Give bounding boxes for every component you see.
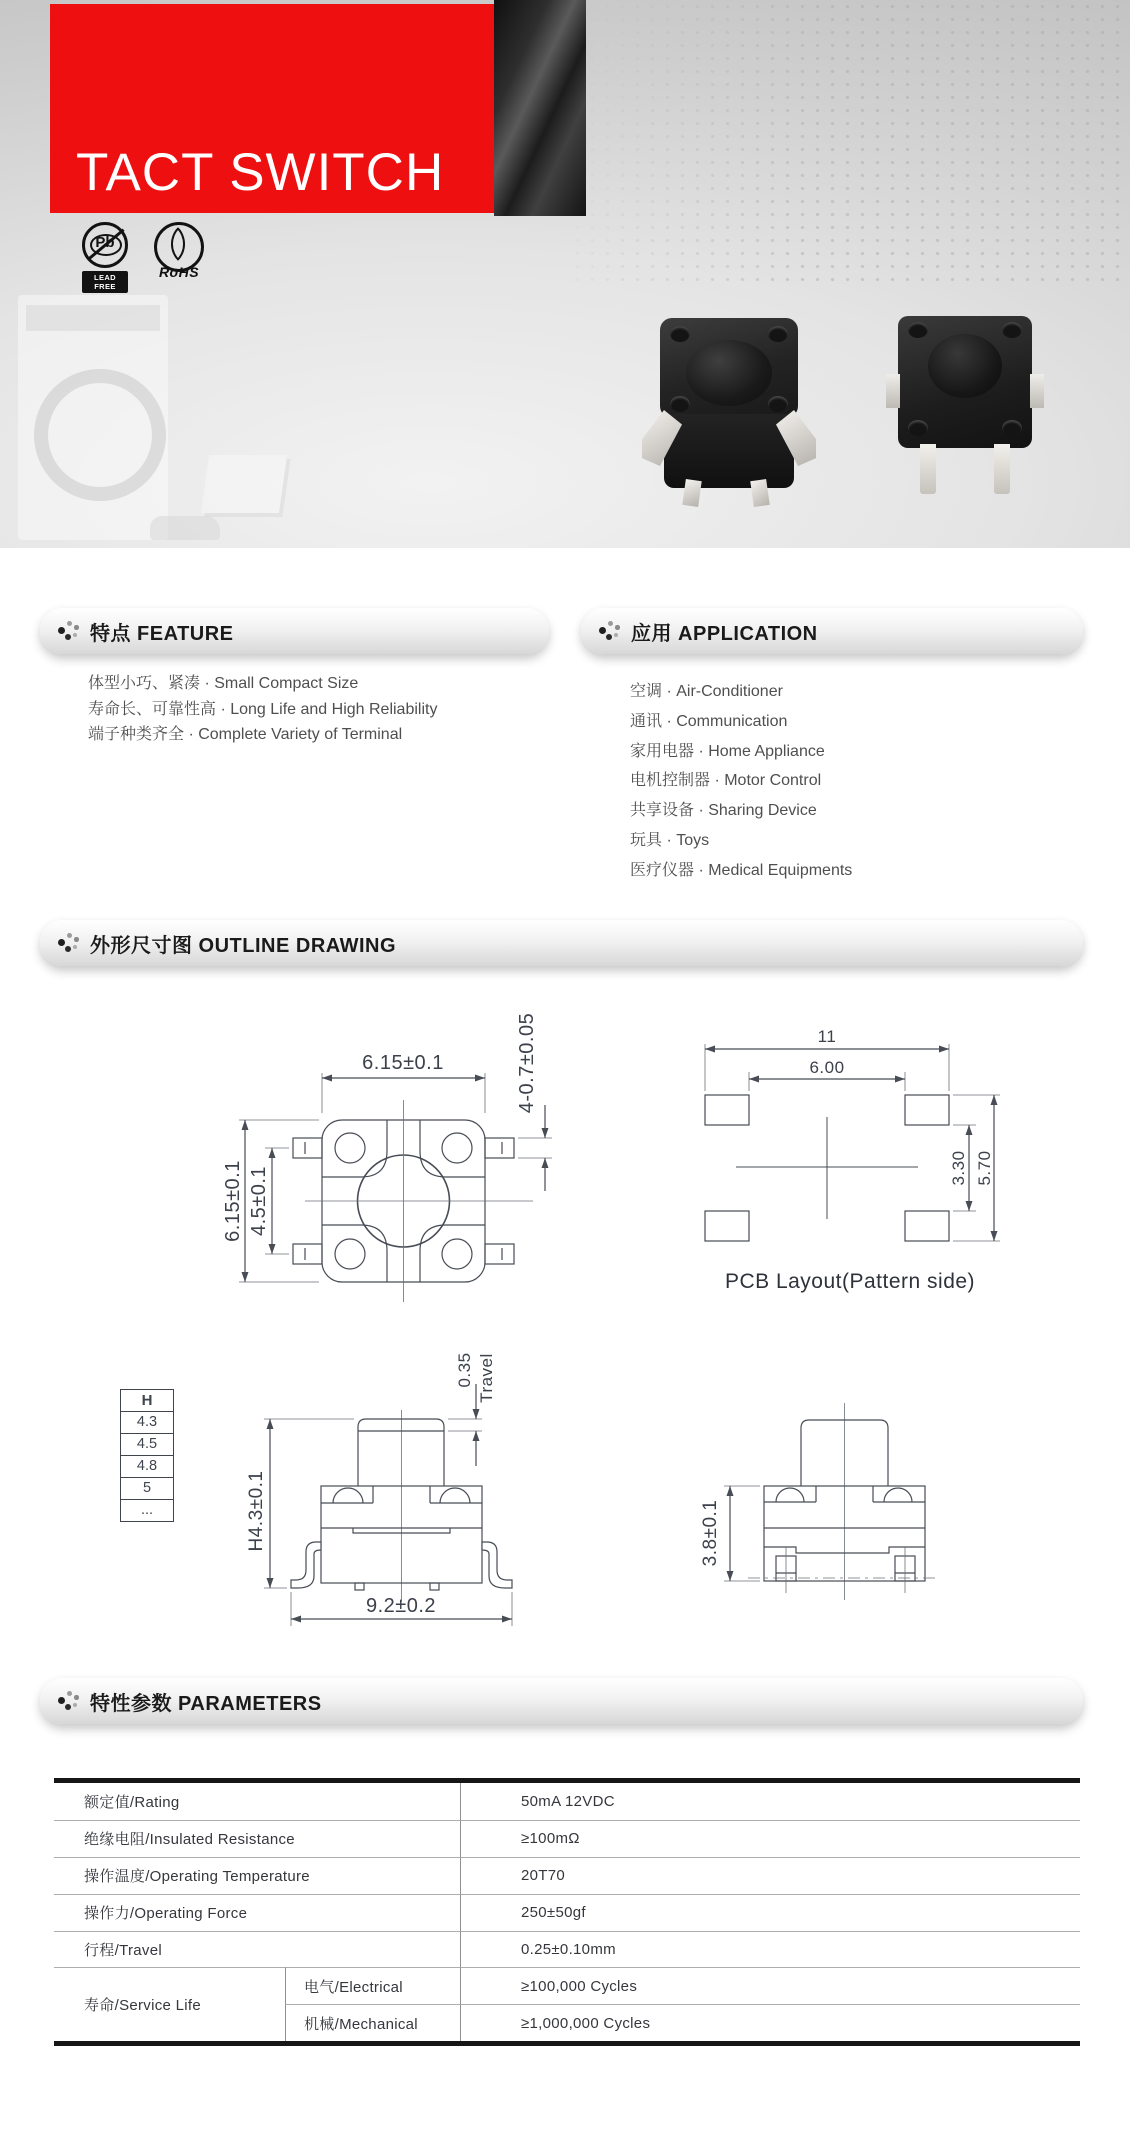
h-table-value: 4.5 xyxy=(121,1433,173,1455)
outline-heading: 外形尺寸图 OUTLINE DRAWING xyxy=(90,934,397,957)
top-view-drawing xyxy=(215,1005,560,1335)
application-heading: 应用 APPLICATION xyxy=(631,622,818,645)
leadfree-badge xyxy=(80,222,130,293)
h-table-value: 4.3 xyxy=(121,1411,173,1433)
param-value: 250±50gf xyxy=(460,1894,1080,1931)
feature-item: 寿命长、可靠性高 · Long Life and High Reliability xyxy=(88,700,438,718)
application-item: 医疗仪器 · Medical Equipments xyxy=(630,861,853,879)
param-label: 额定值/Rating xyxy=(84,1793,180,1811)
pixel-dots-pattern xyxy=(570,0,1130,285)
pcb-caption: PCB Layout(Pattern side) xyxy=(724,1270,976,1293)
dim-pcb-inner-width: 6.00 xyxy=(809,1058,845,1077)
ghost-car-image xyxy=(150,516,220,540)
parameters-section-header xyxy=(40,1678,1083,1724)
dim-front-width: 9.2±0.2 xyxy=(365,1595,437,1617)
leaf-icon xyxy=(161,227,195,261)
feature-item: 体型小巧、紧凑 · Small Compact Size xyxy=(88,675,359,692)
application-list xyxy=(630,677,852,886)
ghost-appliance-image xyxy=(201,455,287,513)
param-sublabel: 机械/Mechanical xyxy=(285,2004,460,2041)
height-options-table xyxy=(120,1389,174,1522)
switch-photo-left xyxy=(650,318,808,508)
section-dots-icon xyxy=(599,621,619,641)
pb-crossed-icon xyxy=(82,222,128,268)
dim-lead-size: 4-0.7±0.05 xyxy=(516,1012,538,1114)
section-dots-icon xyxy=(58,933,78,953)
h-table-value: 4.8 xyxy=(121,1455,173,1477)
h-table-value: ... xyxy=(121,1499,173,1521)
application-item: 通讯 · Communication xyxy=(630,712,788,730)
dim-travel-label: Travel xyxy=(477,1353,496,1403)
param-value: 0.25±0.10mm xyxy=(460,1931,1080,1968)
application-item: 家用电器 · Home Appliance xyxy=(630,742,825,760)
param-value: ≥1,000,000 Cycles xyxy=(460,2004,1080,2041)
param-value: ≥100,000 Cycles xyxy=(460,1967,1080,2004)
outline-section-header xyxy=(40,920,1083,966)
param-label: 操作温度/Operating Temperature xyxy=(54,1857,460,1894)
dim-pcb-inner-height: 3.30 xyxy=(949,1150,968,1186)
dim-top-width: 6.15±0.1 xyxy=(362,1052,444,1074)
dim-pcb-outer-height: 5.70 xyxy=(975,1150,994,1186)
parameters-heading: 特性参数 PARAMETERS xyxy=(90,1692,322,1715)
page-title: TACT SWITCH xyxy=(76,143,445,202)
dim-lead-pitch: 4.5±0.1 xyxy=(248,1165,270,1237)
param-label: 绝缘电阻/Insulated Resistance xyxy=(54,1820,460,1857)
front-view-drawing xyxy=(240,1340,520,1632)
application-item: 空调 · Air-Conditioner xyxy=(630,683,783,700)
feature-section-header xyxy=(40,608,549,654)
rohs-circle-icon xyxy=(154,222,204,272)
parameters-table xyxy=(54,1778,1080,2046)
dim-side-body-height: 3.8±0.1 xyxy=(700,1499,721,1567)
feature-list xyxy=(88,671,437,748)
application-item: 电机控制器 · Motor Control xyxy=(630,772,822,790)
param-value: 50mA 12VDC xyxy=(460,1783,1080,1820)
section-dots-icon xyxy=(58,621,78,641)
param-value: ≥100mΩ xyxy=(460,1820,1080,1857)
application-item: 玩具 · Toys xyxy=(630,831,710,849)
leadfree-label: LEAD FREE xyxy=(82,271,128,293)
hero-section xyxy=(0,0,1130,548)
dim-side-height: 6.15±0.1 xyxy=(222,1160,244,1242)
switch-photo-right xyxy=(890,316,1040,508)
application-section-header xyxy=(581,608,1083,654)
section-dots-icon xyxy=(58,1691,78,1711)
ghost-washer-image xyxy=(18,295,168,540)
application-item: 共享设备 · Sharing Device xyxy=(630,802,817,820)
h-table-value: 5 xyxy=(121,1477,173,1499)
param-value: 20T70 xyxy=(460,1857,1080,1894)
feature-item: 端子种类齐全 · Complete Variety of Terminal xyxy=(88,726,403,743)
pb-symbol: Pb xyxy=(95,234,115,251)
dim-travel-value: 0.35 xyxy=(455,1352,474,1388)
circuit-board-photo xyxy=(494,0,586,216)
side-view-drawing xyxy=(700,1395,950,1607)
param-label-service-life: 寿命/Service Life xyxy=(54,1967,285,2041)
rohs-badge xyxy=(150,222,208,280)
title-banner xyxy=(50,4,494,213)
dim-front-height: H4.3±0.1 xyxy=(246,1470,267,1552)
feature-heading: 特点 FEATURE xyxy=(90,622,234,645)
rohs-label: RoHS xyxy=(158,264,200,280)
param-label: 行程/Travel xyxy=(54,1931,460,1968)
param-label: 操作力/Operating Force xyxy=(54,1894,460,1931)
pcb-layout-drawing xyxy=(660,1028,1005,1253)
param-sublabel: 电气/Electrical xyxy=(285,1967,460,2004)
h-table-header: H xyxy=(141,1392,153,1409)
dim-pcb-outer-width: 11 xyxy=(817,1028,837,1046)
